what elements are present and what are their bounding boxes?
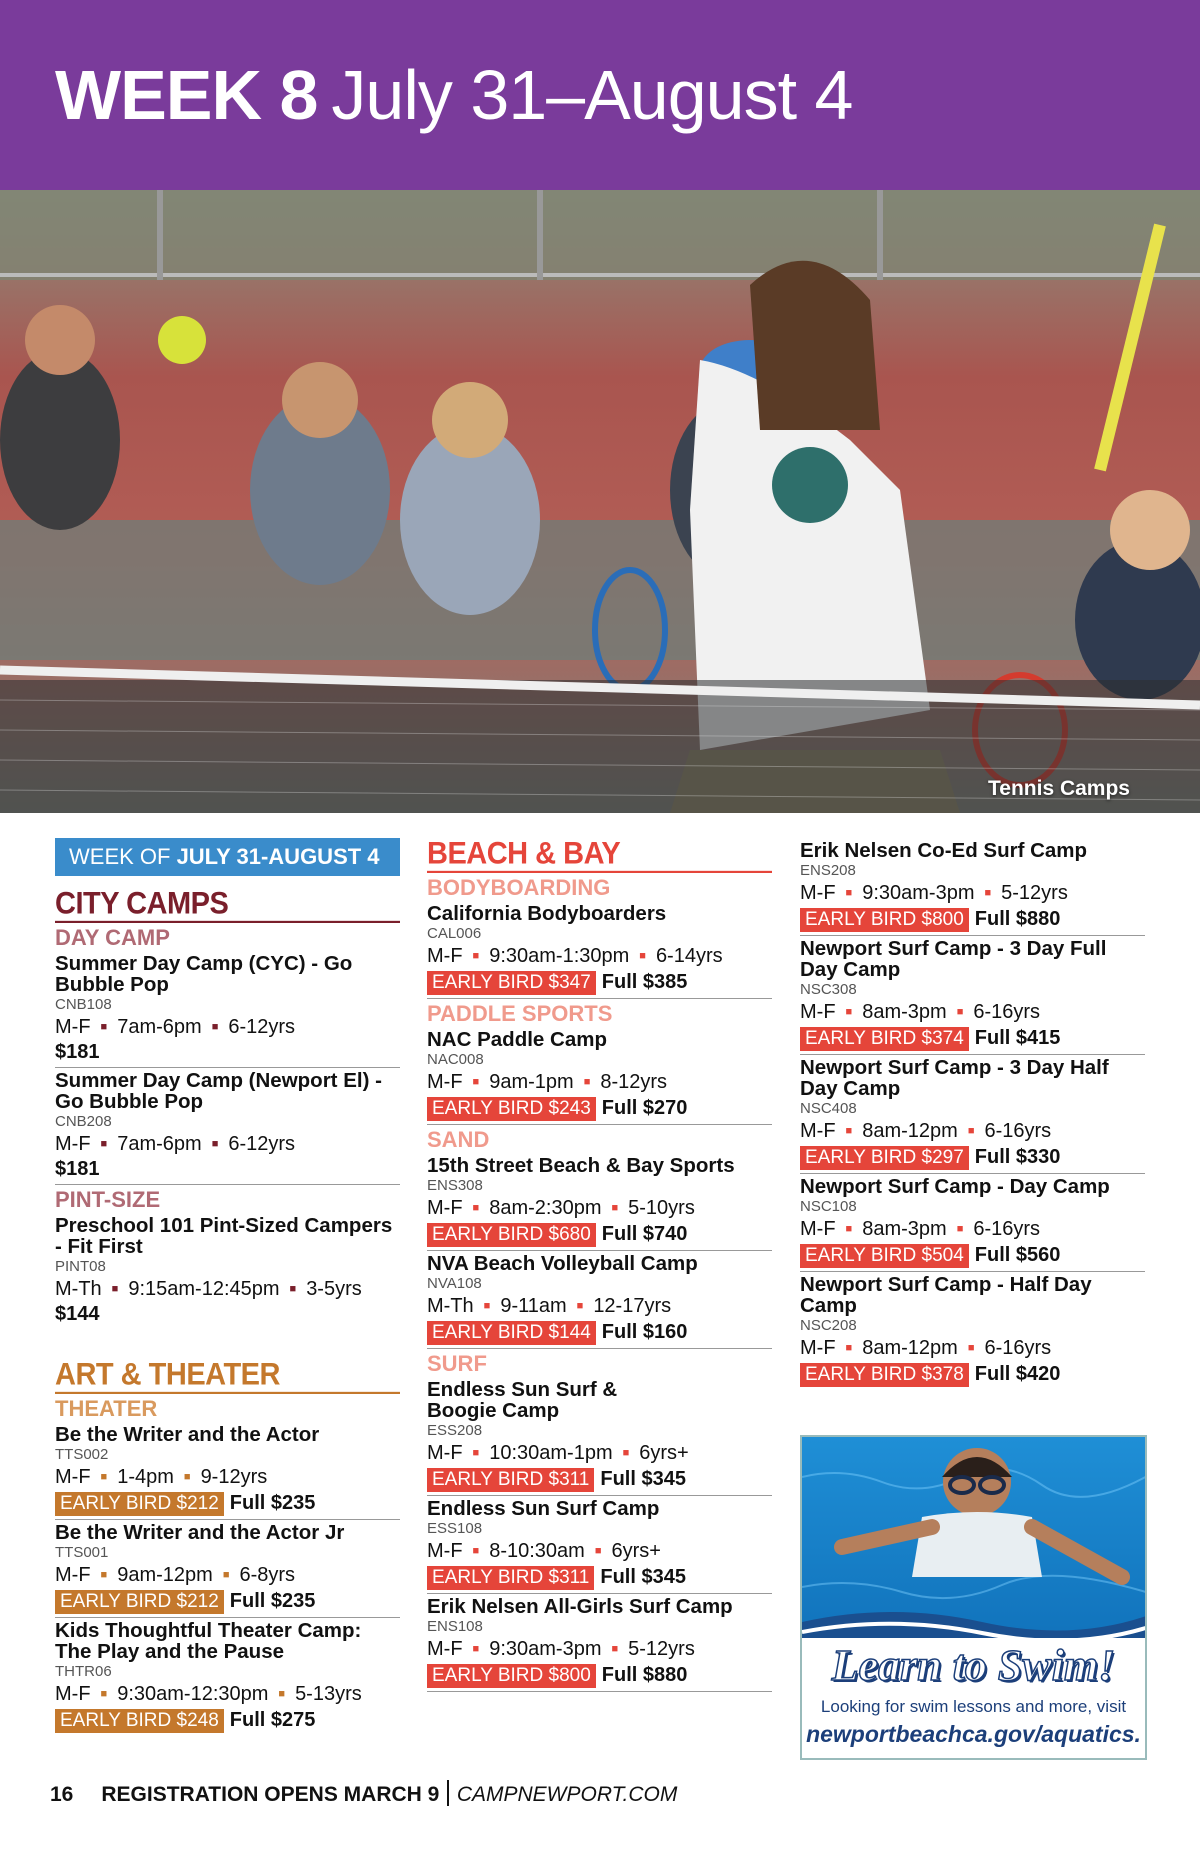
camp-time: 8am-2:30pm	[489, 1197, 602, 1219]
early-bird-badge: EARLY BIRD $311	[427, 1566, 594, 1590]
camp-days: M-F	[427, 1638, 463, 1660]
camp-price	[800, 1025, 1145, 1051]
subsection-theater: THEATER	[55, 1396, 158, 1421]
bullet-icon: ■	[111, 1283, 119, 1295]
camp-name: Newport Surf Camp - 3 Day Half Day Camp	[800, 1056, 1109, 1100]
camp-price: $181	[55, 1158, 100, 1180]
bullet-icon: ■	[583, 1076, 591, 1088]
camp-time: 8am-12pm	[862, 1120, 958, 1142]
camp-ages: 12-17yrs	[593, 1295, 672, 1317]
bullet-icon: ■	[183, 1471, 191, 1483]
camp-time: 9:30am-3pm	[489, 1638, 602, 1660]
bullet-icon: ■	[845, 1006, 853, 1018]
camp-name: Endless Sun Surf & Boogie Camp	[427, 1378, 618, 1422]
column-2	[427, 838, 772, 1694]
camp-time: 9-11am	[500, 1295, 567, 1317]
camp-ages: 9-12yrs	[200, 1466, 268, 1488]
camp-listing	[427, 1155, 772, 1251]
camp-price	[800, 1361, 1145, 1387]
full-price: Full $740	[601, 1223, 688, 1245]
camp-days: M-F	[800, 1001, 836, 1023]
camp-time: 1-4pm	[117, 1466, 174, 1488]
early-bird-badge: EARLY BIRD $311	[427, 1468, 594, 1492]
footer-site-link[interactable]: CAMPNEWPORT.COM	[456, 1783, 678, 1806]
camp-schedule	[55, 1681, 400, 1707]
camp-time: 10:30am-1pm	[489, 1442, 613, 1464]
camp-listing	[800, 1176, 1145, 1272]
camp-code: CAL006	[427, 925, 482, 942]
bullet-icon: ■	[100, 1021, 108, 1033]
camp-time: 9:30am-3pm	[862, 882, 975, 904]
camp-listing	[55, 1620, 400, 1736]
camp-schedule	[800, 1118, 1145, 1144]
camp-days: M-F	[800, 1120, 836, 1142]
early-bird-badge: EARLY BIRD $680	[427, 1223, 596, 1247]
camp-price	[427, 1319, 772, 1345]
camp-listing	[800, 938, 1145, 1055]
camp-listing	[427, 903, 772, 999]
camp-code: TTS001	[55, 1544, 109, 1561]
page-number: 16	[50, 1783, 74, 1806]
camp-ages: 6yrs+	[639, 1442, 689, 1464]
camp-code: THTR06	[55, 1663, 112, 1680]
early-bird-badge: EARLY BIRD $347	[427, 971, 596, 995]
camp-schedule	[800, 1216, 1145, 1242]
early-bird-badge: EARLY BIRD $212	[55, 1492, 224, 1516]
full-price: Full $330	[974, 1146, 1061, 1168]
camp-name: NVA Beach Volleyball Camp	[427, 1252, 698, 1275]
camp-price	[800, 906, 1145, 932]
section-title-beach-bay: BEACH & BAY	[427, 837, 772, 873]
camp-price	[427, 1466, 772, 1492]
camp-listing	[55, 953, 400, 1068]
early-bird-badge: EARLY BIRD $243	[427, 1097, 596, 1121]
camp-code: NSC208	[800, 1317, 857, 1334]
camp-time: 7am-6pm	[117, 1016, 202, 1038]
camp-price	[800, 1242, 1145, 1268]
camp-name: Newport Surf Camp - Day Camp	[800, 1175, 1110, 1198]
camp-name: Be the Writer and the Actor Jr	[55, 1521, 345, 1544]
subsection-surf: SURF	[427, 1351, 487, 1376]
camp-listing	[427, 1498, 772, 1594]
subsection-day-camp: DAY CAMP	[55, 925, 170, 950]
camp-name: Endless Sun Surf Camp	[427, 1497, 660, 1520]
camp-schedule	[55, 1562, 400, 1588]
camp-time: 8am-3pm	[862, 1001, 947, 1023]
camp-code: ENS108	[427, 1618, 483, 1635]
subsection-sand: SAND	[427, 1127, 490, 1152]
bullet-icon: ■	[845, 1342, 853, 1354]
camp-schedule	[55, 1014, 400, 1040]
page-header	[0, 0, 1200, 190]
camp-days: M-F	[55, 1466, 91, 1488]
early-bird-badge: EARLY BIRD $297	[800, 1146, 969, 1170]
camp-code: ESS108	[427, 1520, 483, 1537]
camp-listing	[55, 1215, 400, 1329]
camp-price: $144	[55, 1303, 100, 1325]
photo-caption: Tennis Camps	[988, 777, 1130, 800]
subsection-bodyboarding: BODYBOARDING	[427, 875, 611, 900]
bullet-icon: ■	[289, 1283, 297, 1295]
camp-price	[55, 1490, 400, 1516]
camp-price	[427, 969, 772, 995]
camp-days: M-F	[55, 1133, 91, 1155]
camp-name: Preschool 101 Pint-Sized Campers - Fit First	[55, 1214, 393, 1258]
full-price: Full $345	[600, 1566, 686, 1588]
camp-name: Newport Surf Camp - Half Day Camp	[800, 1273, 1092, 1317]
bullet-icon: ■	[100, 1471, 108, 1483]
full-price: Full $385	[601, 971, 688, 993]
camp-code: ENS308	[427, 1177, 483, 1194]
camp-time: 7am-6pm	[117, 1133, 202, 1155]
hero-photo	[0, 190, 1200, 813]
camp-name: Newport Surf Camp - 3 Day Full Day Camp	[800, 937, 1107, 981]
bullet-icon: ■	[278, 1688, 286, 1700]
bullet-icon: ■	[956, 1223, 964, 1235]
bullet-icon: ■	[100, 1688, 108, 1700]
learn-to-swim-ad[interactable]	[800, 1435, 1147, 1760]
page-title	[55, 55, 852, 135]
bullet-icon: ■	[472, 1545, 480, 1557]
early-bird-badge: EARLY BIRD $800	[427, 1664, 596, 1688]
early-bird-badge: EARLY BIRD $378	[800, 1363, 969, 1387]
camp-price	[427, 1662, 772, 1688]
camp-price	[800, 1144, 1145, 1170]
camp-time: 9:15am-12:45pm	[128, 1278, 280, 1300]
week-label: WEEK 8	[55, 56, 318, 134]
camp-days: M-F	[427, 1540, 463, 1562]
bullet-icon: ■	[611, 1643, 619, 1655]
bullet-icon: ■	[967, 1342, 975, 1354]
camp-ages: 8-12yrs	[600, 1071, 668, 1093]
bullet-icon: ■	[967, 1125, 975, 1137]
page-footer	[50, 1780, 677, 1807]
column-1	[55, 838, 400, 1738]
camp-schedule	[427, 1293, 772, 1319]
early-bird-badge: EARLY BIRD $374	[800, 1027, 969, 1051]
camp-ages: 6-16yrs	[984, 1337, 1052, 1359]
full-price: Full $270	[601, 1097, 688, 1119]
week-dates: July 31–August 4	[331, 56, 853, 134]
full-price: Full $560	[974, 1244, 1061, 1266]
camp-code: CNB108	[55, 996, 112, 1013]
bullet-icon: ■	[222, 1569, 230, 1581]
bullet-icon: ■	[100, 1138, 108, 1150]
camp-schedule	[427, 1538, 772, 1564]
camp-days: M-F	[427, 1197, 463, 1219]
camp-listing	[427, 1379, 772, 1496]
early-bird-badge: EARLY BIRD $144	[427, 1321, 596, 1345]
camp-price	[55, 1707, 400, 1733]
camp-ages: 6yrs+	[611, 1540, 661, 1562]
camp-code: ESS208	[427, 1422, 483, 1439]
ad-url-dot: .	[1134, 1721, 1141, 1747]
bullet-icon: ■	[845, 1125, 853, 1137]
camp-schedule	[800, 1335, 1145, 1361]
camp-ages: 5-12yrs	[1001, 882, 1068, 904]
full-price: Full $345	[600, 1468, 686, 1490]
camp-days: M-F	[55, 1016, 91, 1038]
camp-time: 9am-12pm	[117, 1564, 213, 1586]
full-price: Full $420	[974, 1363, 1061, 1385]
camp-code: TTS002	[55, 1446, 109, 1463]
bullet-icon: ■	[611, 1202, 619, 1214]
camp-price	[427, 1095, 772, 1121]
camp-ages: 6-16yrs	[973, 1218, 1041, 1240]
early-bird-badge: EARLY BIRD $212	[55, 1590, 224, 1614]
camp-price	[427, 1564, 772, 1590]
camp-days: M-F	[55, 1564, 91, 1586]
camp-ages: 6-12yrs	[228, 1133, 296, 1155]
camp-listing	[55, 1424, 400, 1520]
camp-ages: 6-14yrs	[655, 945, 723, 967]
camp-ages: 5-10yrs	[628, 1197, 695, 1219]
camp-schedule	[55, 1131, 400, 1157]
camp-listing	[55, 1522, 400, 1618]
camp-listing	[800, 1057, 1145, 1174]
bullet-icon: ■	[211, 1138, 219, 1150]
bullet-icon: ■	[594, 1545, 602, 1557]
full-price: Full $880	[601, 1664, 688, 1686]
camp-name: 15th Street Beach & Bay Sports	[427, 1154, 735, 1177]
camp-name: Erik Nelsen Co-Ed Surf Camp	[800, 839, 1088, 862]
camp-schedule	[800, 880, 1145, 906]
camp-days: M-F	[800, 1337, 836, 1359]
camp-listing	[427, 1253, 772, 1349]
early-bird-badge: EARLY BIRD $248	[55, 1709, 224, 1733]
camp-listing	[55, 1070, 400, 1185]
camp-time: 8am-12pm	[862, 1337, 958, 1359]
bullet-icon: ■	[472, 1643, 480, 1655]
ad-line: Looking for swim lessons and more, visit	[820, 1697, 1127, 1716]
camp-schedule	[800, 999, 1145, 1025]
camp-schedule	[427, 1636, 772, 1662]
section-title-city-camps: CITY CAMPS	[55, 887, 400, 923]
camp-ages: 6-8yrs	[239, 1564, 296, 1586]
bullet-icon: ■	[100, 1569, 108, 1581]
full-price: Full $235	[229, 1590, 316, 1612]
early-bird-badge: EARLY BIRD $800	[800, 908, 969, 932]
camp-listing	[427, 1596, 772, 1692]
camp-days: M-Th	[55, 1278, 102, 1300]
camp-name: Be the Writer and the Actor	[55, 1423, 320, 1446]
full-price: Full $235	[229, 1492, 316, 1514]
week-of-dates: JULY 31-AUGUST 4	[176, 844, 380, 869]
bullet-icon: ■	[472, 1447, 480, 1459]
camp-schedule	[427, 1195, 772, 1221]
bullet-icon: ■	[576, 1300, 584, 1312]
camp-code: ENS208	[800, 862, 856, 879]
bullet-icon: ■	[984, 887, 992, 899]
camp-days: M-F	[55, 1683, 91, 1705]
camp-time: 9am-1pm	[489, 1071, 574, 1093]
camp-price	[55, 1588, 400, 1614]
camp-time: 9:30am-12:30pm	[117, 1683, 269, 1705]
bullet-icon: ■	[472, 950, 480, 962]
camp-code: CNB208	[55, 1113, 112, 1130]
bullet-icon: ■	[845, 1223, 853, 1235]
subsection-paddle-sports: PADDLE SPORTS	[427, 1001, 613, 1026]
camp-code: NSC108	[800, 1198, 857, 1215]
full-price: Full $415	[974, 1027, 1061, 1049]
camp-listing	[427, 1029, 772, 1125]
camp-time: 8-10:30am	[489, 1540, 585, 1562]
ad-url[interactable]: newportbeachca.gov/aquatics	[806, 1721, 1135, 1747]
camp-code: NVA108	[427, 1275, 482, 1292]
camp-days: M-F	[800, 1218, 836, 1240]
week-of-prefix: WEEK OF	[69, 844, 177, 869]
bullet-icon: ■	[211, 1021, 219, 1033]
camp-schedule	[427, 943, 772, 969]
camp-ages: 6-12yrs	[228, 1016, 296, 1038]
tennis-photo-illustration	[0, 190, 1200, 813]
camp-days: M-F	[427, 945, 463, 967]
camp-listing	[800, 840, 1145, 936]
camp-time: 8am-3pm	[862, 1218, 947, 1240]
bullet-icon: ■	[472, 1202, 480, 1214]
camp-ages: 3-5yrs	[306, 1278, 362, 1300]
camp-code: NSC308	[800, 981, 857, 998]
camp-listing	[800, 1274, 1145, 1390]
bullet-icon: ■	[639, 950, 646, 962]
full-price: Full $275	[229, 1709, 316, 1731]
camp-price	[427, 1221, 772, 1247]
camp-name: Summer Day Camp (Newport El) - Go Bubble Pop	[55, 1069, 382, 1113]
column-3	[800, 838, 1145, 1392]
camp-ages: 5-13yrs	[295, 1683, 362, 1705]
ad-headline: Learn to Swim!	[831, 1641, 1116, 1690]
camp-days: M-Th	[427, 1295, 474, 1317]
footer-divider	[447, 1780, 449, 1806]
camp-schedule	[55, 1276, 400, 1302]
early-bird-badge: EARLY BIRD $504	[800, 1244, 969, 1268]
camp-name: Kids Thoughtful Theater Camp: The Play and the Pause	[55, 1619, 362, 1663]
subsection-pint-size: PINT-SIZE	[55, 1187, 161, 1212]
bullet-icon: ■	[845, 887, 853, 899]
ad-url-link[interactable]	[802, 1721, 1145, 1748]
week-of-bar	[55, 838, 400, 876]
camp-code: NAC008	[427, 1051, 484, 1068]
camp-name: Summer Day Camp (CYC) - Go Bubble Pop	[55, 952, 353, 996]
camp-name: California Bodyboarders	[427, 902, 667, 925]
camp-name: Erik Nelsen All-Girls Surf Camp	[427, 1595, 733, 1618]
camp-days: M-F	[427, 1071, 463, 1093]
full-price: Full $160	[601, 1321, 688, 1343]
bullet-icon: ■	[622, 1447, 630, 1459]
footer-registration: REGISTRATION OPENS MARCH 9	[101, 1783, 440, 1806]
camp-ages: 6-16yrs	[984, 1120, 1052, 1142]
bullet-icon: ■	[956, 1006, 964, 1018]
camp-schedule	[55, 1464, 400, 1490]
section-title-art-theater: ART & THEATER	[55, 1358, 400, 1394]
camp-code: PINT08	[55, 1258, 106, 1275]
camp-price: $181	[55, 1041, 100, 1063]
camp-schedule	[427, 1069, 772, 1095]
camp-time: 9:30am-1:30pm	[489, 945, 630, 967]
camp-ages: 5-12yrs	[628, 1638, 695, 1660]
camp-days: M-F	[800, 882, 836, 904]
camp-days: M-F	[427, 1442, 463, 1464]
full-price: Full $880	[974, 908, 1061, 930]
camp-name: NAC Paddle Camp	[427, 1028, 607, 1051]
bullet-icon: ■	[472, 1076, 480, 1088]
bullet-icon: ■	[483, 1300, 491, 1312]
camp-schedule	[427, 1440, 772, 1466]
camp-ages: 6-16yrs	[973, 1001, 1041, 1023]
camp-code: NSC408	[800, 1100, 857, 1117]
